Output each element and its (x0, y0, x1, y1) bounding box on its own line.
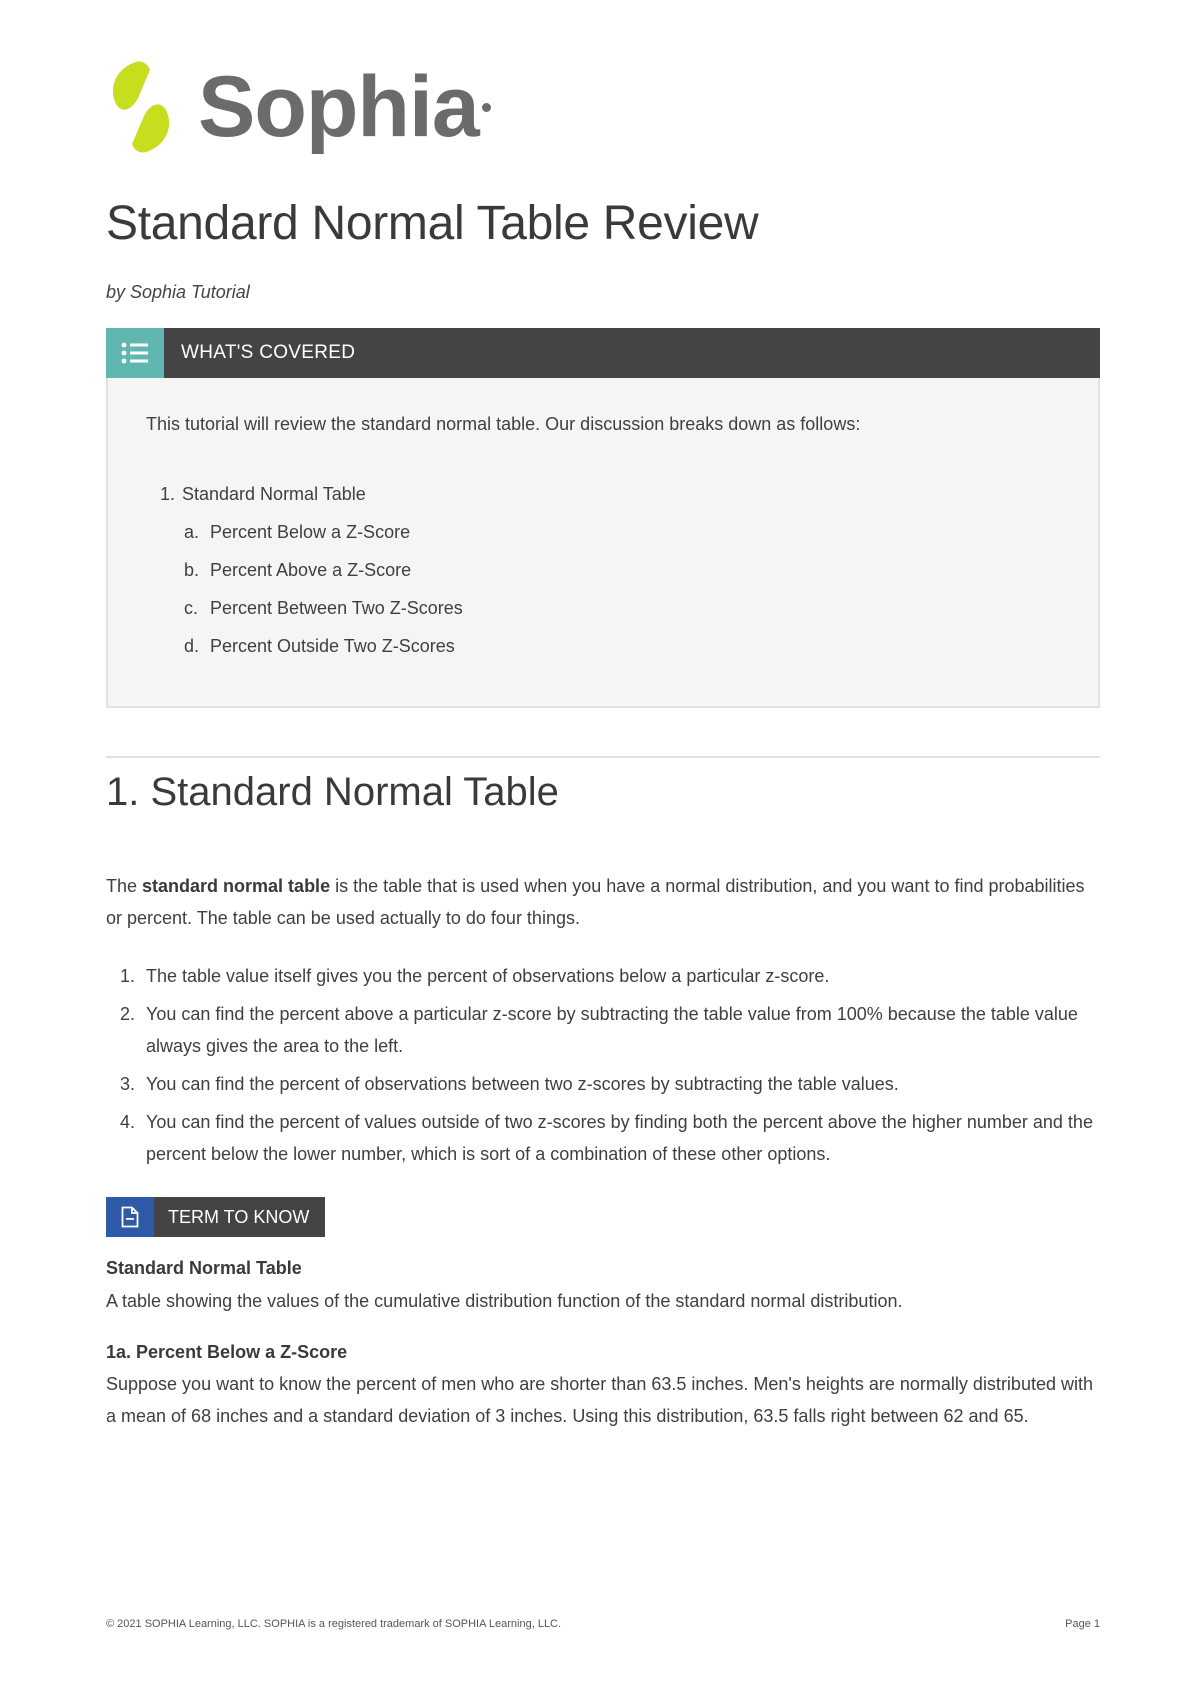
whats-covered-header (106, 328, 1100, 378)
outline-item: 1. Standard Normal Table (160, 484, 366, 504)
footer-copyright: © 2021 SOPHIA Learning, LLC. SOPHIA is a registered trademark of SOPHIA Learning, LLC. (106, 1618, 562, 1630)
page-title: Standard Normal Table Review (106, 197, 759, 250)
whats-covered-box (106, 328, 1100, 708)
sophia-logo (106, 56, 491, 158)
sophia-wordmark: Sophia (198, 59, 479, 155)
term-to-know-badge (106, 1197, 325, 1237)
steps-list (106, 960, 1100, 1176)
step-item: 4. You can find the percent of values outside of two z-scores by finding both the percent above the higher number and the percent below the lower number, which is sort of a combination of these other options. (120, 1112, 1093, 1164)
section-divider (106, 756, 1100, 758)
outline-list (146, 475, 1098, 665)
outline-item: d. Percent Outside Two Z-Scores (184, 636, 455, 656)
section-intro-paragraph: The standard normal table is the table that is used when you have a normal distribution, and you want to find probabilities or percent. The table can be used actually to do four things. (106, 876, 1085, 928)
subsection-body: Suppose you want to know the percent of men who are shorter than 63.5 inches. Men's heights are normally distributed with a mean of 68 inches and a standard deviation of 3 inches. Using this distribution, 63.5 falls right between 62 and 65. (106, 1374, 1093, 1426)
subsection-heading: 1a. Percent Below a Z-Score (106, 1342, 348, 1362)
whats-covered-body (106, 378, 1100, 708)
outline-item: c. Percent Between Two Z-Scores (184, 598, 463, 618)
wordmark-dot (482, 103, 491, 112)
section-heading: 1. Standard Normal Table (106, 770, 559, 814)
step-item: 2. You can find the percent above a particular z-score by subtracting the table value from 100% because the table value always gives the area to the left. (120, 1004, 1078, 1056)
term-to-know-label: TERM TO KNOW (154, 1197, 325, 1237)
key-term: standard normal table (142, 876, 331, 896)
document-icon (106, 1197, 154, 1237)
byline: by Sophia Tutorial (106, 282, 250, 302)
outline-item: a. Percent Below a Z-Score (184, 522, 411, 542)
term-name: Standard Normal Table (106, 1258, 302, 1278)
whats-covered-intro: This tutorial will review the standard normal table. Our discussion breaks down as follows: (146, 414, 861, 434)
list-icon (106, 328, 164, 378)
sophia-logo-mark-icon (106, 58, 176, 156)
step-item: 1. The table value itself gives you the percent of observations below a particular z-score. (120, 966, 830, 986)
footer-page-number: Page 1 (1065, 1618, 1100, 1630)
whats-covered-title: WHAT'S COVERED (181, 342, 356, 363)
step-item: 3. You can find the percent of observations between two z-scores by subtracting the table values. (120, 1074, 899, 1094)
outline-item: b. Percent Above a Z-Score (184, 560, 412, 580)
term-definition: A table showing the values of the cumulative distribution function of the standard normal distribution. (106, 1291, 903, 1311)
